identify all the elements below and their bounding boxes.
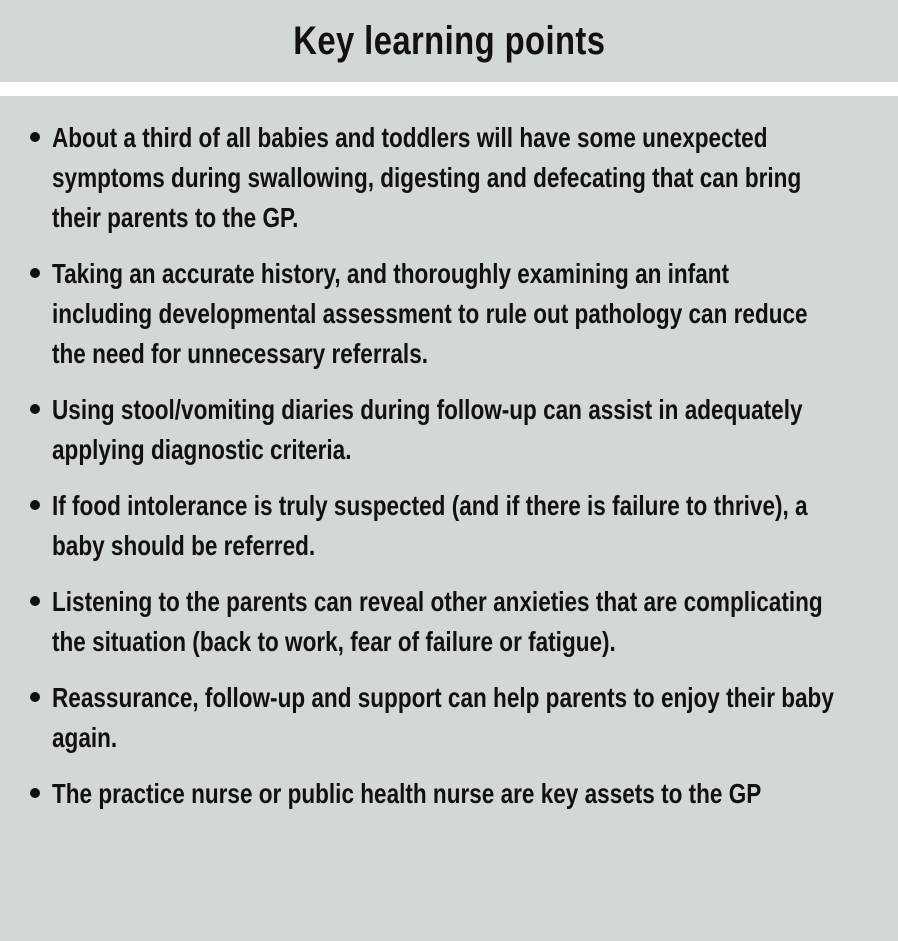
list-item-text: The practice nurse or public health nurse are key assets to the GP: [52, 778, 762, 809]
bullet-icon: [30, 788, 40, 798]
bullet-icon: [30, 132, 40, 142]
list-item: [30, 254, 890, 374]
learning-points-list: [30, 118, 890, 830]
learning-points-box: [0, 96, 898, 941]
page-title: Key learning points: [292, 18, 606, 63]
list-item-text: Taking an accurate history, and thoroughly examining an infant including developmental assessment to rule out pathology can reduce the need for unnecessary referrals.: [52, 258, 808, 369]
list-item: [30, 390, 890, 470]
bullet-icon: [30, 692, 40, 702]
list-item-text: Reassurance, follow-up and support can help parents to enjoy their baby again.: [52, 682, 834, 753]
list-item: [30, 774, 890, 814]
list-item-text: If food intolerance is truly suspected (and if there is failure to thrive), a baby should be referred.: [52, 490, 808, 561]
list-item-text: Listening to the parents can reveal other anxieties that are complicating the situation (back to work, fear of failure or fatigue).: [52, 586, 823, 657]
bullet-icon: [30, 500, 40, 510]
bullet-icon: [30, 268, 40, 278]
list-item: [30, 486, 890, 566]
bullet-icon: [30, 404, 40, 414]
bullet-icon: [30, 596, 40, 606]
list-item: [30, 582, 890, 662]
list-item: [30, 118, 890, 238]
header-banner: [0, 0, 898, 82]
list-item: [30, 678, 890, 758]
list-item-text: About a third of all babies and toddlers will have some unexpected symptoms during swallowing, digesting and defecating that can bring their parents to the GP.: [52, 122, 802, 233]
list-item-text: Using stool/vomiting diaries during follow-up can assist in adequately applying diagnostic criteria.: [52, 394, 803, 465]
